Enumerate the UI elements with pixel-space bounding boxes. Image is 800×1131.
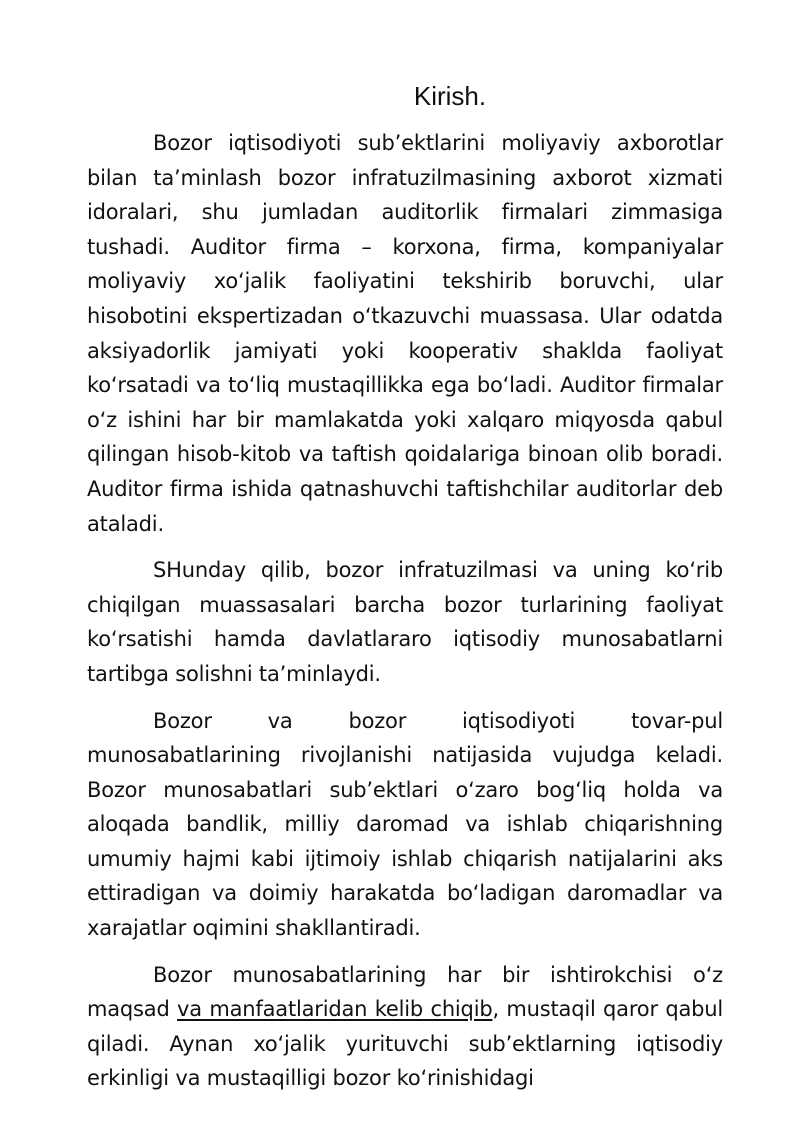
paragraph-market-infrastructure: SHunday qilib, bozor infratuzilmasi va uning ko‘rib chiqilgan muassasalari barcha bozor turlarining faoliyat ko‘rsatishi hamda davlatlararo iqtisodiy munosabatlarni tartibga solishni ta’minlaydi. [87,558,723,686]
paragraph-market-participants [87,958,723,1096]
underlined-phrase: va manfaatlaridan kelib chiqib [177,997,493,1022]
document-body [87,126,723,1108]
document-title: Kirish. [413,81,487,111]
paragraph-market-economy: Bozor va bozor iqtisodiyoti tovar-pul munosabatlarining rivojlanishi natijasida vujudga keladi. Bozor munosabatlari sub’ektlari o‘zaro bog‘liq holda va aloqada bandlik, milliy daromad va ishlab chiqarishning umumiy hajmi kabi ijtimoiy ishlab chiqarish natijalarini aks ettiradigan va doimiy harakatda bo‘ladigan daromadlar va xarajatlar oqimini shakllantiradi. [87,708,723,941]
paragraph-text-end: , mustaqil qaror qabul qiladi. Aynan xo‘jalik yurituvchi sub’ektlarning iqtisodiy erkinligi va mustaqilligi bozor ko‘rinishidagi [87,997,723,1091]
paragraph-text-start: Bozor munosabatlarining har bir ishtirokchisi o‘z maqsad [87,962,723,1022]
paragraph-auditor-firms: Bozor iqtisodiyoti sub’ektlarini moliyaviy axborotlar bilan ta’minlash bozor infratuzilmasining axborot xizmati idoralari, shu jumladan auditorlik firmalari zimmasiga tushadi. Auditor firma – korxona, firma, kompaniyalar moliyaviy xo‘jalik faoliyatini tekshirib boruvchi, ular hisobotini ekspertizadan o‘tkazuvchi muassasa. Ular odatda aksiyadorlik jamiyati yoki kooperativ shaklda faoliyat ko‘rsatadi va to‘liq mustaqillikka ega bo‘ladi. Auditor firmalar o‘z ishini har bir mamlakatda yoki xalqaro miqyosda qabul qilingan hisob-kitob va taftish qoidalariga binoan olib boradi. Auditor firma ishida qatnashuvchi taftishchilar auditorlar deb ataladi. [87,131,723,536]
